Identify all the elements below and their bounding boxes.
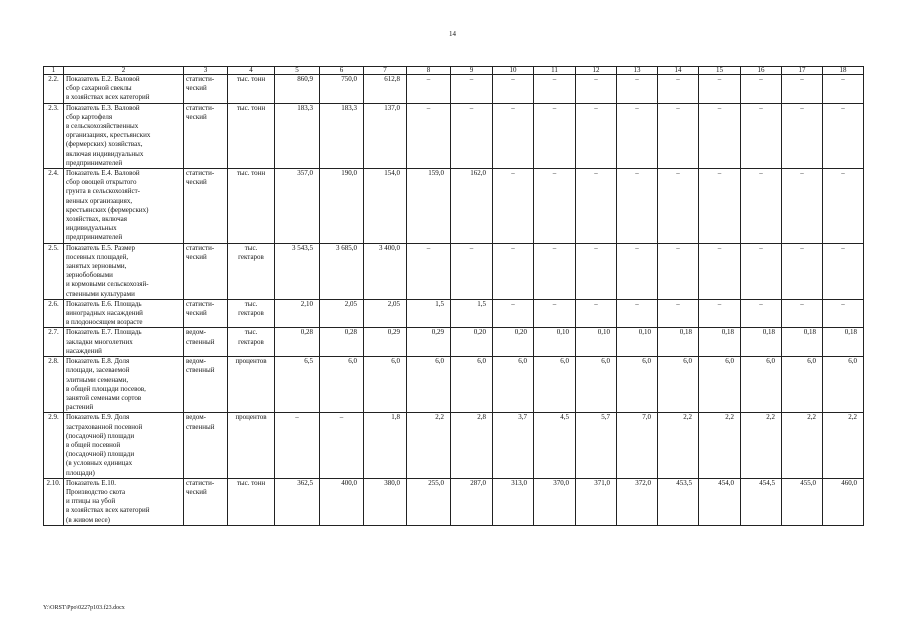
unit-of-measure [228,103,275,168]
value-cell: 460,0 [823,478,864,525]
column-number: 16 [741,67,782,75]
data-source-line: ческий [186,487,207,496]
row-number: 2.3. [44,103,64,168]
indicator-name-line: ственными культурами [66,289,135,298]
value-cell: 154,0 [364,169,407,244]
row-number: 2.7. [44,328,64,357]
table-row [44,478,864,525]
column-number: 17 [782,67,823,75]
unit-of-measure-line: тыс. [244,243,258,252]
value-cell: 380,0 [364,478,407,525]
value-cell: 183,3 [320,103,364,168]
column-number: 14 [658,67,699,75]
value-cell: 400,0 [320,478,364,525]
value-cell: 5,7 [576,413,617,478]
unit-of-measure-line: гектаров [238,337,264,346]
indicator-name-line: включая индивидуальных [66,149,144,158]
data-source-line: статисти- [186,103,215,112]
indicator-name-line: занятых зерновыми, [66,262,127,271]
value-cell: 454,0 [699,478,741,525]
value-cell: – [658,169,699,244]
unit-of-measure-line: тыс. тонн [236,478,266,487]
indicator-name-line: закладки многолетних [66,337,133,346]
value-cell: 3 685,0 [320,243,364,299]
row-number: 2.5. [44,243,64,299]
value-cell: 370,0 [534,478,576,525]
indicator-name-line: в общей посевной [66,440,121,449]
value-cell: – [823,75,864,104]
value-cell: – [699,299,741,328]
data-source [184,75,228,104]
table-row [44,103,864,168]
value-cell: 255,0 [407,478,451,525]
unit-of-measure [228,357,275,413]
value-cell: – [741,243,782,299]
value-cell: 7,0 [617,413,658,478]
indicator-name-line: виноградных насаждений [66,309,143,318]
indicator-name-line: занятой семенами сортов [66,393,142,402]
indicator-name [64,299,184,328]
unit-of-measure-line: гектаров [238,252,264,261]
value-cell: – [658,243,699,299]
data-source-line: ственный [186,366,215,375]
value-cell: – [407,75,451,104]
column-number: 15 [699,67,741,75]
value-cell: – [699,103,741,168]
value-cell: – [699,75,741,104]
value-cell: – [741,75,782,104]
unit-of-measure [228,169,275,244]
page-number: 14 [449,30,456,38]
indicator-name-line: Показатель Е.10. [66,478,117,487]
indicator-name-line: в хозяйствах всех категорий [66,93,150,102]
value-cell: – [493,299,534,328]
indicator-name-line: Показатель Е.2. Валовой [66,75,140,83]
indicator-name-line: предпринимателей [66,158,123,167]
indicator-name-line: крестьянских (фермерских) [66,205,149,214]
value-cell: 453,5 [658,478,699,525]
data-source-line: статисти- [186,478,215,487]
column-number: 1 [44,67,64,75]
indicator-name-line: элитными семенами, [66,375,129,384]
column-number: 3 [184,67,228,75]
data-source-line: ческий [186,252,207,261]
value-cell: 372,0 [617,478,658,525]
data-source-line: ческий [186,178,207,187]
value-cell: 6,0 [320,357,364,413]
value-cell: – [617,169,658,244]
value-cell: – [658,75,699,104]
value-cell: 454,5 [741,478,782,525]
data-source [184,299,228,328]
value-cell: 6,0 [658,357,699,413]
value-cell: – [658,103,699,168]
indicator-name-line: Показатель Е.3. Валовой [66,103,140,112]
data-source [184,169,228,244]
unit-of-measure-line: процентов [235,357,267,366]
value-cell: 0,28 [320,328,364,357]
value-cell: – [576,299,617,328]
data-source-line: ческий [186,84,207,93]
value-cell: 6,0 [493,357,534,413]
row-number: 2.9. [44,413,64,478]
indicator-name-line: в плодоносящем возрасте [66,318,143,327]
column-number: 2 [64,67,184,75]
unit-of-measure [228,243,275,299]
indicator-name-line: (посадочной) площади [66,450,135,459]
value-cell: 2,05 [320,299,364,328]
data-source-line: ведом- [186,357,206,366]
value-cell: 162,0 [451,169,493,244]
unit-of-measure-line: процентов [235,413,267,422]
unit-of-measure-line: тыс. тонн [236,75,266,83]
indicator-name-line: Показатель Е.4. Валовой [66,169,140,178]
value-cell: – [823,169,864,244]
indicator-name-line: площади, засеваемой [66,366,130,375]
value-cell: 6,0 [534,357,576,413]
value-cell: 0,18 [823,328,864,357]
value-cell: 3 400,0 [364,243,407,299]
value-cell: 6,0 [576,357,617,413]
indicator-name-line: посевных площадей, [66,252,129,261]
indicator-name-line: застрахованной посевной [66,422,143,431]
indicator-name-line: и птицы на убой [66,497,116,506]
table-row [44,357,864,413]
indicator-name-line: грунта в сельскохозяйст- [66,187,141,196]
column-number: 6 [320,67,364,75]
value-cell: – [451,103,493,168]
value-cell: 0,18 [741,328,782,357]
value-cell: – [534,243,576,299]
unit-of-measure-line: тыс. тонн [236,103,266,112]
indicator-name-line: и кормовыми сельскохозяй- [66,280,149,289]
value-cell: – [699,169,741,244]
column-number: 12 [576,67,617,75]
indicator-name-line: Показатель Е.9. Доля [66,413,130,422]
value-cell: 6,0 [364,357,407,413]
value-cell: 0,18 [699,328,741,357]
value-cell: – [493,75,534,104]
value-cell: – [576,75,617,104]
indicator-name-line: сбор сахарной свеклы [66,84,132,93]
row-number: 2.6. [44,299,64,328]
value-cell: 2,2 [658,413,699,478]
value-cell: 6,0 [782,357,823,413]
column-numbers-row [44,67,864,75]
row-number: 2.4. [44,169,64,244]
indicator-name [64,357,184,413]
value-cell: – [617,103,658,168]
data-source [184,103,228,168]
value-cell: – [534,103,576,168]
indicator-name-line: (в живом весе) [66,515,110,524]
indicator-name-line: Производство скота [66,487,126,496]
value-cell: 6,0 [741,357,782,413]
value-cell: 612,8 [364,75,407,104]
value-cell: 2,05 [364,299,407,328]
value-cell: 4,5 [534,413,576,478]
indicator-name-line: организациях, крестьянских [66,131,151,140]
value-cell: 2,10 [275,299,320,328]
value-cell: 2,2 [407,413,451,478]
indicator-name-line: в хозяйствах всех категорий [66,506,150,515]
data-source-line: ственный [186,337,215,346]
value-cell: – [782,169,823,244]
data-source-line: ческий [186,112,207,121]
value-cell: 2,8 [451,413,493,478]
indicator-name-line: Показатель Е.7. Площадь [66,328,142,337]
row-number: 2.8. [44,357,64,413]
value-cell: – [407,243,451,299]
value-cell: – [617,299,658,328]
value-cell: – [493,169,534,244]
value-cell: 362,5 [275,478,320,525]
data-source-line: статисти- [186,75,215,83]
value-cell: 0,28 [275,328,320,357]
value-cell: – [576,103,617,168]
value-cell: – [493,243,534,299]
indicator-name [64,243,184,299]
indicator-name-line: площади) [66,468,95,477]
value-cell: 0,20 [451,328,493,357]
unit-of-measure-line: тыс. тонн [236,169,266,178]
value-cell: – [699,243,741,299]
value-cell: 455,0 [782,478,823,525]
column-number: 4 [228,67,275,75]
value-cell: 0,29 [407,328,451,357]
data-source-line: ческий [186,309,207,318]
data-source [184,243,228,299]
unit-of-measure [228,478,275,525]
value-cell: – [782,299,823,328]
column-number: 5 [275,67,320,75]
value-cell: 2,2 [741,413,782,478]
indicator-name [64,169,184,244]
indicator-name [64,328,184,357]
unit-of-measure [228,413,275,478]
value-cell: 190,0 [320,169,364,244]
value-cell: 313,0 [493,478,534,525]
value-cell: 0,10 [576,328,617,357]
indicator-name-line: предпринимателей [66,233,123,242]
table-row [44,299,864,328]
value-cell: – [534,169,576,244]
row-number: 2.2. [44,75,64,104]
value-cell: 0,29 [364,328,407,357]
value-cell: 2,2 [782,413,823,478]
data-source-line: ведом- [186,328,206,337]
unit-of-measure-line: тыс. [244,328,258,337]
indicator-name-line: Показатель Е.5. Размер [66,243,135,252]
value-cell: – [617,75,658,104]
value-cell: 287,0 [451,478,493,525]
column-number: 11 [534,67,576,75]
value-cell: – [407,103,451,168]
value-cell: – [741,103,782,168]
value-cell: 3 543,5 [275,243,320,299]
value-cell: 183,3 [275,103,320,168]
data-source [184,413,228,478]
indicator-name [64,478,184,525]
value-cell: – [782,243,823,299]
indicator-name-line: растений [66,403,94,412]
table-row [44,328,864,357]
value-cell: 1,8 [364,413,407,478]
value-cell: – [320,413,364,478]
table-row [44,243,864,299]
value-cell: 6,0 [451,357,493,413]
value-cell: – [451,243,493,299]
table-row [44,75,864,104]
indicator-name-line: Показатель Е.8. Доля [66,357,130,366]
value-cell: 137,0 [364,103,407,168]
indicator-name-line: Показатель Е.6. Площадь [66,299,142,308]
value-cell: – [617,243,658,299]
value-cell: – [782,75,823,104]
value-cell: 6,0 [699,357,741,413]
value-cell: 2,2 [823,413,864,478]
value-cell: – [275,413,320,478]
indicator-name-line: венных организациях, [66,196,133,205]
value-cell: – [493,103,534,168]
indicator-name-line: (в условных единицах [66,459,133,468]
column-number: 7 [364,67,407,75]
value-cell: 6,0 [617,357,658,413]
indicator-name-line: насаждений [66,346,102,355]
value-cell: 6,0 [823,357,864,413]
data-source-line: ведом- [186,413,206,422]
value-cell: – [534,299,576,328]
value-cell: – [576,243,617,299]
column-number: 18 [823,67,864,75]
column-number: 9 [451,67,493,75]
indicator-name-line: хозяйствах, включая [66,215,127,224]
value-cell: 0,18 [782,328,823,357]
value-cell: – [823,243,864,299]
data-source [184,478,228,525]
value-cell: 3,7 [493,413,534,478]
unit-of-measure [228,328,275,357]
value-cell: 860,9 [275,75,320,104]
unit-of-measure [228,299,275,328]
value-cell: – [576,169,617,244]
value-cell: 0,10 [617,328,658,357]
value-cell: – [823,299,864,328]
data-source-line: статисти- [186,243,215,252]
value-cell: – [658,299,699,328]
value-cell: – [741,169,782,244]
value-cell: 1,5 [451,299,493,328]
indicator-name-line: (посадочной) площади [66,431,135,440]
file-path-footer: Y:\ORST\Ppo\0227p103.f23.docx [43,605,125,611]
indicator-name-line: зернобобовыми [66,271,113,280]
indicator-name-line: индивидуальных [66,224,117,233]
value-cell: – [823,103,864,168]
value-cell: – [741,299,782,328]
value-cell: 371,0 [576,478,617,525]
data-source-line: ственный [186,422,215,431]
data-source [184,328,228,357]
unit-of-measure-line: гектаров [238,309,264,318]
indicator-name [64,75,184,104]
value-cell: 0,10 [534,328,576,357]
value-cell: 357,0 [275,169,320,244]
value-cell: – [534,75,576,104]
value-cell: 6,0 [407,357,451,413]
data-source [184,357,228,413]
value-cell: 1,5 [407,299,451,328]
value-cell: – [451,75,493,104]
indicator-name-line: в сельскохозяйственных [66,122,139,131]
data-source-line: статисти- [186,169,215,178]
indicator-name-line: в общей площади посевов, [66,384,146,393]
value-cell: 0,20 [493,328,534,357]
unit-of-measure-line: тыс. [244,299,258,308]
column-number: 8 [407,67,451,75]
value-cell: 159,0 [407,169,451,244]
value-cell: 0,18 [658,328,699,357]
column-number: 10 [493,67,534,75]
data-source-line: статисти- [186,299,215,308]
unit-of-measure [228,75,275,104]
indicator-name [64,413,184,478]
table-row [44,169,864,244]
column-number: 13 [617,67,658,75]
indicator-name-line: сбор овощей открытого [66,178,137,187]
value-cell: 750,0 [320,75,364,104]
row-number: 2.10. [44,478,64,525]
table-row [44,413,864,478]
indicators-table [43,66,864,526]
value-cell: 2,2 [699,413,741,478]
value-cell: 6,5 [275,357,320,413]
value-cell: – [782,103,823,168]
indicator-name [64,103,184,168]
indicator-name-line: сбор картофеля [66,112,113,121]
indicator-name-line: (фермерских) хозяйствах, [66,140,143,149]
